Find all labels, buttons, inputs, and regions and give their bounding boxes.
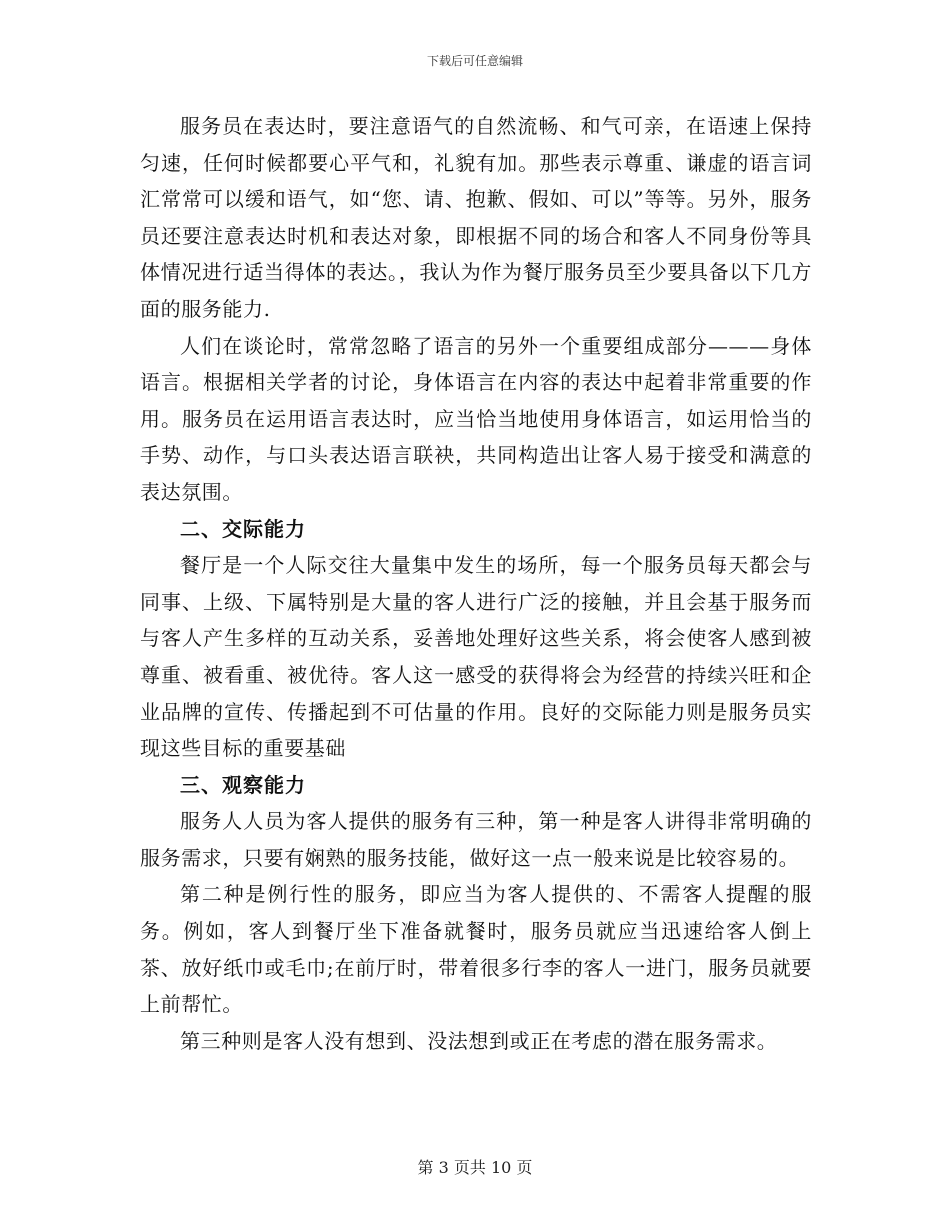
section-heading-communication: 二、交际能力	[180, 516, 306, 541]
page-footer: 第 3 页共 10 页	[417, 1158, 533, 1177]
paragraph-service-type-two: 第二种是例行性的服务，即应当为客人提供的、不需客人提醒的服务。例如，客人到餐厅坐下准备就餐时，服务员就应当迅速给客人倒上茶、放好纸巾或毛巾;在前厅时，带着很多行李的客人一进门，服务员就要上前帮忙。	[140, 882, 812, 1017]
paragraph-expression: 服务员在表达时，要注意语气的自然流畅、和气可亲，在语速上保持匀速，任何时候都要心平气和，礼貌有加。那些表示尊重、谦虚的语言词汇常常可以缓和语气，如“您、请、抱歉、假如、可以”等等。另外，服务员还要注意表达时机和表达对象，即根据不同的场合和客人不同身份等具体情况进行适当得体的表达。，我认为作为餐厅服务员至少要具备以下几方面的服务能力.	[140, 114, 812, 321]
paragraph-communication: 餐厅是一个人际交往大量集中发生的场所，每一个服务员每天都会与同事、上级、下属特别是大量的客人进行广泛的接触，并且会基于服务而与客人产生多样的互动关系，妥善地处理好这些关系，将会使客人感到被尊重、被看重、被优待。客人这一感受的获得将会为经营的持续兴旺和企业品牌的宣传、传播起到不可估量的作用。良好的交际能力则是服务员实现这些目标的重要基础	[140, 553, 812, 761]
document-body	[140, 108, 812, 1059]
page-header: 下载后可任意编辑	[426, 54, 523, 68]
paragraph-body-language: 人们在谈论时，常常忽略了语言的另外一个重要组成部分———身体语言。根据相关学者的讨论，身体语言在内容的表达中起着非常重要的作用。服务员在运用语言表达时，应当恰当地使用身体语言，如运用恰当的手势、动作，与口头表达语言联袂，共同构造出让客人易于接受和满意的表达氛围。	[140, 333, 812, 504]
section-heading-observation: 三、观察能力	[180, 772, 306, 797]
paragraph-service-type-three: 第三种则是客人没有想到、没法想到或正在考虑的潜在服务需求。	[180, 1028, 778, 1053]
paragraph-service-type-one: 服务人人员为客人提供的服务有三种，第一种是客人讲得非常明确的服务需求，只要有娴熟的服务技能，做好这一点一般来说是比较容易的。	[140, 809, 812, 870]
